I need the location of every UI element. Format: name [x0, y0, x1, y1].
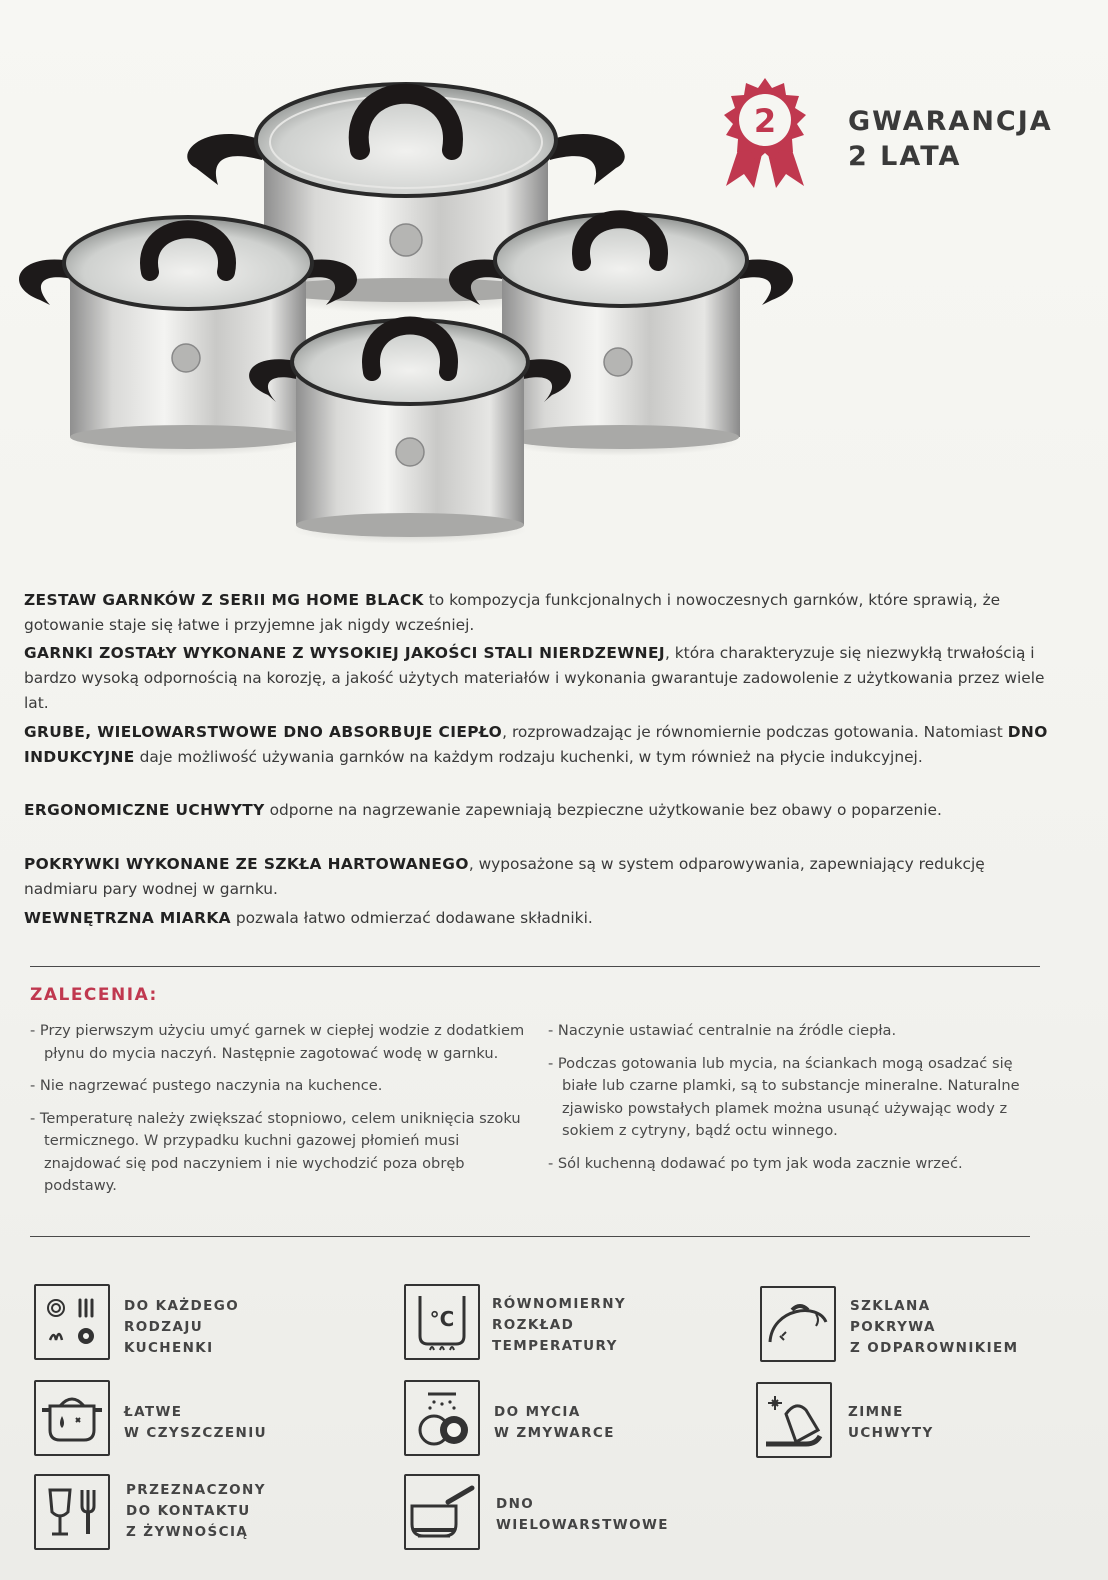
thermometer-celsius-icon — [406, 1286, 478, 1358]
food-contact-icon — [36, 1476, 108, 1548]
warranty-line-1: GWARANCJA — [848, 106, 1053, 137]
feature-label-temperature: RÓWNOMIERNY ROZKŁAD TEMPERATURY — [492, 1296, 627, 1354]
feature-label-dishwasher: DO MYCIA W ZMYWARCE — [494, 1404, 615, 1441]
feature-box-stove — [34, 1284, 110, 1360]
warranty-label — [848, 104, 1053, 174]
feature-label-lid: SZKLANA POKRYWA Z ODPAROWNIKIEM — [850, 1298, 1019, 1356]
desc-paragraph-2: GARNKI ZOSTAŁY WYKONANE Z WYSOKIEJ JAKOŚCI STALI NIERDZEWNEJ, która charakteryzuje się niezwykłą trwałością i bardzo wysoką odpornością na korozję, a jakość użytych materiałów i wykonania gwarantuje zadowolenie z użytkowania przez wiele lat. — [24, 644, 1045, 712]
stove-types-icon — [36, 1286, 108, 1358]
feature-box-clean — [34, 1380, 110, 1456]
recommendations-left — [30, 1020, 525, 1208]
easy-clean-pot-icon — [36, 1382, 108, 1454]
warranty-line-2: 2 LATA — [848, 141, 962, 172]
pot-front — [249, 320, 571, 544]
dishwasher-icon — [406, 1382, 478, 1454]
recommendation-item: - Naczynie ustawiać centralnie na źródle ciepła. — [548, 1022, 897, 1039]
feature-box-lid — [760, 1286, 836, 1362]
divider-top — [30, 966, 1040, 967]
feature-box-cold-handle — [756, 1382, 832, 1458]
recommendation-item: - Sól kuchenną dodawać po tym jak woda zacznie wrzeć. — [548, 1154, 963, 1172]
recommendations-right — [548, 1020, 1040, 1185]
feature-label-stove: DO KAŻDEGO RODZAJU KUCHENKI — [124, 1298, 240, 1356]
multilayer-bottom-icon — [406, 1476, 478, 1548]
desc-paragraph-3: GRUBE, WIELOWARSTWOWE DNO ABSORBUJE CIEPŁO, rozprowadzając je równomiernie podczas gotowania. Natomiast DNO INDUKCYJNE daje możliwość używania garnków na każdym rodzaju kuchenki, w tym również na płycie indukcyjnej. — [24, 723, 1048, 766]
desc-paragraph-4: ERGONOMICZNE UCHWYTY odporne na nagrzewanie zapewniają bezpieczne użytkowanie bez obawy o poparzenie. — [24, 801, 942, 819]
feature-label-food: PRZEZNACZONY DO KONTAKTU Z ŻYWNOŚCIĄ — [126, 1482, 266, 1540]
warranty-badge — [710, 74, 820, 190]
svg-text:°C: °C — [429, 1307, 455, 1331]
recommendations-title: ZALECENIA: — [30, 985, 158, 1005]
recommendation-item: - Przy pierwszym użyciu umyć garnek w ciepłej wodzie z dodatkiem płynu do mycia naczyń. Następnie zagotować wodę w garnku. — [30, 1022, 525, 1062]
feature-label-bottom: DNO WIELOWARSTWOWE — [496, 1496, 669, 1533]
warranty-number: 2 — [753, 102, 777, 140]
glass-lid-steam-icon — [762, 1288, 834, 1360]
product-photo — [0, 0, 820, 560]
feature-box-dishwasher — [404, 1380, 480, 1456]
recommendation-item: - Nie nagrzewać pustego naczynia na kuchence. — [30, 1077, 383, 1094]
desc-paragraph-5: POKRYWKI WYKONANE ZE SZKŁA HARTOWANEGO, wyposażone są w system odparowywania, zapewniający redukcję nadmiaru pary wodnej w garnku. — [24, 855, 985, 898]
desc-paragraph-6: WEWNĘTRZNA MIARKA pozwala łatwo odmierzać dodawane składniki. — [24, 909, 593, 927]
recommendation-item: - Temperaturę należy zwiększać stopniowo, celem uniknięcia szoku termicznego. W przypadku kuchni gazowej płomień musi znajdować się pod naczyniem i nie wychodzić poza obręb podstawy. — [30, 1109, 521, 1194]
desc-paragraph-1: ZESTAW GARNKÓW Z SERII MG HOME BLACK to kompozycja funkcjonalnych i nowoczesnych garnków, które sprawią, że gotowanie staje się łatwe i przyjemne jak nigdy wcześniej. — [24, 591, 1001, 634]
feature-box-food — [34, 1474, 110, 1550]
cold-handle-icon — [758, 1384, 830, 1456]
feature-box-temperature — [404, 1284, 480, 1360]
divider-bottom — [30, 1236, 1030, 1237]
recommendation-item: - Podczas gotowania lub mycia, na ściankach mogą osadzać się białe lub czarne plamki, są to substancje mineralne. Naturalne zjawisko powstałych plamek można usunąć używając wody z sokiem z cytryny, bądź octu winnego. — [548, 1054, 1020, 1139]
feature-box-bottom — [404, 1474, 480, 1550]
feature-label-clean: ŁATWE W CZYSZCZENIU — [124, 1404, 267, 1441]
feature-label-cold-handle: ZIMNE UCHWYTY — [848, 1404, 934, 1441]
